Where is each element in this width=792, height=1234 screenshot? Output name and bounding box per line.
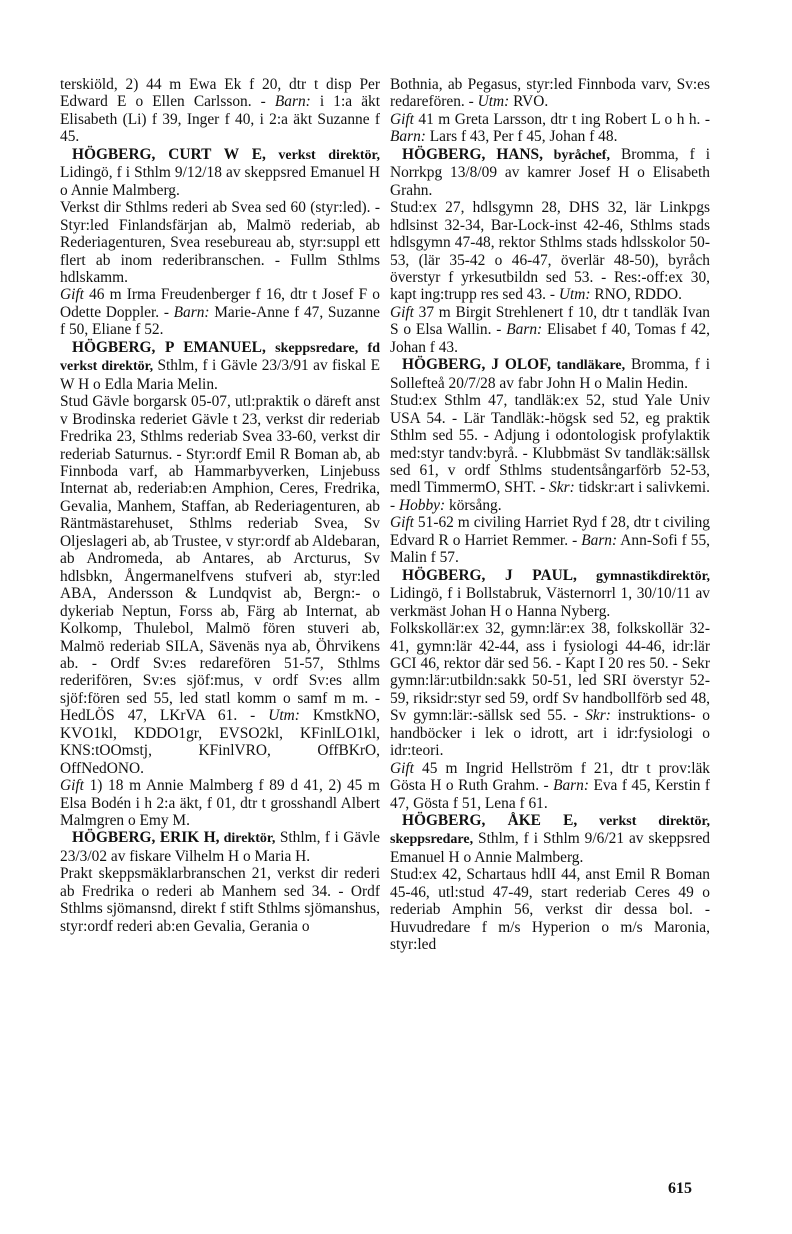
- entry-name: HÖGBERG, CURT W E,: [72, 145, 266, 163]
- entry-paragraph: [390, 866, 710, 953]
- entry-paragraph: [390, 620, 710, 760]
- entry-name: HÖGBERG, J OLOF,: [402, 356, 551, 374]
- entry-text: RNO, RDDO.: [590, 286, 682, 304]
- entry-text: RVO.: [509, 93, 549, 111]
- entry-text: Sthlm, f i Gävle 23/3/02 av fiskare Vilhelm H o Maria H.: [60, 829, 381, 865]
- entry-text: 37 m Birgit Strehlenert f 10, dtr t tandläk Ivan S o Elsa Wallin. -: [390, 303, 710, 339]
- entry-paragraph: [390, 392, 710, 514]
- entry-text: Stud:ex Sthlm 47, tandläk:ex 52, stud Yale Univ USA 54. - Lär Tandläk:-högsk sed 52, eg praktik Sthlm sed 55. - Adjung i odontologisk profylaktik med:styr tandv:byrå. - Klubbmäst Sv tandläk:sällsk sed 61, v ordf Sthlms studentsångarförb 52-53, medl TimmermO, SHT. -: [390, 392, 710, 497]
- entry-heading-paragraph: [390, 567, 710, 620]
- entry-text: Bromma, f i Sollefteå 20/7/28 av fabr John H o Malin Hedin.: [390, 356, 711, 392]
- section-label: Gift: [390, 303, 414, 321]
- entry-paragraph: [60, 777, 380, 829]
- entry-name: HÖGBERG, ERIK H,: [72, 829, 220, 847]
- section-label: Barn:: [173, 303, 210, 321]
- entry-name: HÖGBERG, J PAUL,: [402, 566, 577, 584]
- section-label: Barn:: [274, 93, 311, 111]
- entry-heading-paragraph: [60, 339, 380, 393]
- entry-text: Ann-Sofi f 55, Malin f 57.: [390, 531, 710, 567]
- entry-text: Bromma, f i Norrkpg 13/8/09 av kamrer Josef H o Elisabeth Grahn.: [390, 145, 710, 199]
- entry-title: gymnastikdirektör,: [576, 568, 710, 584]
- entry-text: Lars f 43, Per f 45, Johan f 48.: [425, 128, 618, 146]
- entry-heading-paragraph: [390, 356, 710, 392]
- entry-paragraph: [60, 286, 380, 338]
- left-column: [60, 76, 380, 935]
- section-label: Gift: [390, 514, 414, 532]
- entry-title: verkst direktör, skeppsredare,: [390, 814, 710, 848]
- entry-title: tandläkare,: [550, 358, 626, 374]
- entry-text: 45 m Ingrid Hellström f 21, dtr t prov:läk Gösta H o Ruth Grahm. -: [390, 759, 710, 795]
- entry-text: terskiöld, 2) 44 m Ewa Ek f 20, dtr t disp Per Edward E o Ellen Carlsson. -: [60, 76, 380, 111]
- entry-heading-paragraph: [60, 146, 380, 199]
- entry-title: skeppsredare, fd verkst direktör,: [60, 340, 380, 375]
- entry-title: byråchef,: [542, 147, 610, 163]
- entry-text: Lidingö, f i Sthlm 9/12/18 av skeppsred Emanuel H o Annie Malmberg.: [60, 164, 380, 199]
- entry-text: körsång.: [445, 496, 502, 514]
- entry-text: Marie-Anne f 47, Suzanne f 50, Eliane f 52.: [60, 303, 381, 339]
- entry-text: Bothnia, ab Pegasus, styr:led Finnboda varv, Sv:es redarefören. -: [390, 76, 710, 111]
- section-label: Gift: [60, 777, 84, 795]
- entry-text: Lidingö, f i Bollstabruk, Västernorrl 1, 30/10/11 av verkmäst Johan H o Hanna Nyberg.: [390, 585, 710, 620]
- entry-paragraph: [390, 514, 710, 566]
- entry-title: direktör,: [219, 831, 276, 847]
- entry-paragraph: [60, 199, 380, 286]
- entry-heading-paragraph: [390, 146, 710, 199]
- entry-paragraph: [390, 760, 710, 812]
- section-label: Barn:: [390, 128, 426, 146]
- entry-heading-paragraph: [60, 829, 380, 865]
- entry-paragraph: [390, 199, 710, 304]
- entry-title: verkst direktör,: [265, 147, 380, 163]
- entry-text: Prakt skeppsmäklarbranschen 21, verkst dir rederi ab Fredrika o rederi ab Manhem sed 34. - Ordf Sthlms sjömansnd, direkt f stift Sthlms sjömanshus, styr:ordf rederi ab:en Gevalia, Gerania o: [60, 865, 380, 935]
- entry-text: tidskr:art i salivkemi. -: [390, 479, 710, 514]
- entry-text: 51-62 m civiling Harriet Ryd f 28, dtr t civiling Edvard R o Harriet Remmer. -: [390, 514, 710, 549]
- section-label: Barn:: [553, 777, 589, 795]
- entry-text: Stud Gävle borgarsk 05-07, utl:praktik o däreft anst v Brodinska rederiet Gävle t 23, verkst dir rederiab Fredrika 23, Sthlms rederiab Svea 33-60, verkst dir rederiab Saturnus. - Styr:ordf Emil R Boman ab, ab Finnboda varf, ab Hammarbyverken, Linjebuss Internat ab, rederiab:en Amphion, Ceres, Fredrika, Gevalia, Manhem, Staffan, ab Rederiagenturen, ab Räntmästarehuset, Sthlms rederiab Svea, Sv Oljeslageri ab, ab Trustee, v styr:ordf ab Aldebaran, ab Andromeda, ab Antares, ab Arcturus, Sv hdlsbkn, Ångermanelfvens stufveri ab, styr:led ABA, Andersson & Lundqvist ab, Bergn:- o dykeriab Neptun, Forss ab, Färg ab Internat, ab Kolkomp, Thulebol, Malmö fören stuveri ab, Malmö rederiab SILA, Sävenäs nya ab, Öhrvikens ab. - Ordf Sv:es redarefören 51-57, Sthlms rederifören, Sv:es sjöf:mus, v ordf Sv:es allm sjöf:fören sed 55, led statl komm o samf m m. - HedLÖS 47, LKrVA 61. -: [60, 393, 380, 725]
- entry-name: HÖGBERG, HANS,: [402, 145, 543, 163]
- entry-paragraph: [60, 865, 380, 935]
- entry-text: Eva f 45, Kerstin f 47, Gösta f 51, Lena f 61.: [390, 777, 710, 812]
- entry-name: HÖGBERG, P EMANUEL,: [72, 338, 266, 356]
- right-column: [390, 76, 710, 954]
- section-label: Gift: [390, 110, 414, 128]
- section-label: Gift: [390, 759, 414, 777]
- entry-text: 1) 18 m Annie Malmberg f 89 d 41, 2) 45 m Elsa Bodén i h 2:a äkt, f 01, dtr t grosshandl Albert Malmgren o Emy M.: [60, 777, 380, 830]
- section-label: Skr:: [549, 479, 575, 497]
- entry-text: Stud:ex 27, hdlsgymn 28, DHS 32, lär Linkpgs hdlsinst 32-34, Bar-Lock-inst 42-46, Sthlms stads hdlsgymn 47-48, rektor Sthlms stads hdlsskolor 50-53, (lär 35-42 o 46-47, överlär 48-50), byråch överstyr f yrkesutbildn sed 53. - Res:-off:ex 30, kapt ing:trupp res sed 43. -: [390, 199, 710, 304]
- entry-paragraph: [60, 393, 380, 777]
- entry-text: Verkst dir Sthlms rederi ab Svea sed 60 (styr:led). - Styr:led Finlandsfärjan ab, Malmö rederiab, ab Rederiagenturen, Svea resebureau ab, styr:suppl ett flert ab inom rederibranschen. - Fullm Sthlms hdlskamm.: [60, 199, 380, 286]
- section-label: Utm:: [268, 707, 300, 725]
- section-label: Skr:: [585, 707, 611, 725]
- entry-text: KmstkNO, KVO1kl, KDDO1gr, EVSO2kl, KFinlLO1kl, KNS:tOOmstj, KFinlVRO, OffBKrO, OffNedONO.: [60, 707, 380, 777]
- entry-text: Folkskollär:ex 32, gymn:lär:ex 38, folkskollär 32-41, gymn:lär 42-44, ass i fysiologi 44-46, idr:lär GCI 46, rektor där sed 56. - Kapt I 20 res 50. - Sekr gymn:lär:utbildn:sakk 50-51, led SRI överstyr 52-59, riksidr:styr sed 59, ordf Sv handbollförb sed 48, Sv gymn:lär:-sällsk sed 55. -: [390, 620, 710, 725]
- section-label: Barn:: [506, 321, 543, 339]
- section-label: Hobby:: [398, 496, 446, 514]
- section-label: Barn:: [581, 531, 618, 549]
- section-label: Utm:: [477, 93, 510, 111]
- entry-text: i 1:a äkt Elisabeth (Li) f 39, Inger f 40, i 2:a äkt Suzanne f 45.: [60, 93, 380, 146]
- entry-text: Sthlm, f i Gävle 23/3/91 av fiskal E W H o Edla Maria Melin.: [60, 357, 380, 393]
- entry-name: HÖGBERG, ÅKE E,: [402, 812, 578, 830]
- entry-text: Stud:ex 42, Schartaus hdlI 44, anst Emil R Boman 45-46, utl:stud 47-49, start rederiab Ceres 49 o rederiab Amphin 56, verkst dir dessa bol. - Huvudredare f m/s Hyperion o m/s Maronia, styr:led: [390, 866, 710, 954]
- entry-text: Elisabet f 40, Tomas f 42, Johan f 43.: [390, 321, 710, 356]
- entry-paragraph: [60, 76, 380, 146]
- entry-paragraph: [390, 304, 710, 356]
- section-label: Utm:: [558, 286, 591, 304]
- entry-text: instruktions- o handböcker i lek o idrott, art i idr:fysiologi o idr:teori.: [390, 707, 710, 760]
- page-number: 615: [668, 1180, 692, 1197]
- entry-text: 41 m Greta Larsson, dtr t ing Robert L o h h. -: [413, 110, 710, 128]
- entry-text: 46 m Irma Freudenberger f 16, dtr t Josef F o Odette Doppler. -: [60, 286, 380, 321]
- entry-heading-paragraph: [390, 812, 710, 866]
- entry-text: Sthlm, f i Sthlm 9/6/21 av skeppsred Emanuel H o Annie Malmberg.: [390, 830, 710, 866]
- entry-paragraph: [390, 111, 710, 146]
- section-label: Gift: [60, 286, 84, 304]
- entry-paragraph: [390, 76, 710, 111]
